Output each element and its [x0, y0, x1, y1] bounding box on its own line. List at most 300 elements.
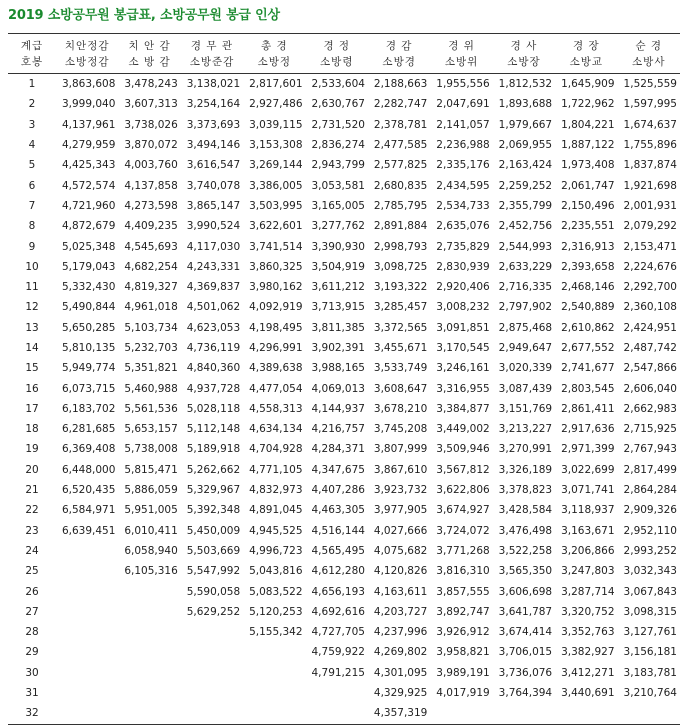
salary-cell: 5,629,252 — [186, 605, 241, 618]
step-cell: 7 — [28, 199, 36, 212]
salary-cell: 2,891,884 — [373, 220, 428, 233]
table-row — [8, 297, 680, 317]
salary-cell: 3,989,191 — [436, 666, 490, 679]
salary-cell — [118, 642, 180, 662]
salary-cell: 2,952,110 — [623, 524, 677, 537]
salary-cell: 3,032,343 — [623, 565, 677, 578]
salary-cell: 3,118,937 — [561, 504, 615, 517]
salary-cell: 3,494,146 — [186, 139, 241, 152]
salary-cell: 3,386,005 — [249, 179, 303, 192]
header-row-fire-rank — [8, 54, 680, 74]
salary-cell — [306, 703, 368, 724]
step-cell: 28 — [25, 626, 39, 639]
salary-cell: 4,075,682 — [373, 544, 428, 557]
salary-cell: 2,606,040 — [623, 382, 677, 395]
salary-cell: 4,273,598 — [124, 199, 178, 212]
salary-cell: 4,937,728 — [186, 382, 241, 395]
column-header-fire-rank: 소방준감 — [181, 54, 243, 74]
salary-cell: 4,840,360 — [186, 362, 241, 375]
salary-cell: 3,165,005 — [311, 199, 365, 212]
table-row — [8, 581, 680, 601]
salary-cell: 3,902,391 — [311, 342, 365, 354]
salary-cell: 3,807,999 — [373, 443, 428, 456]
salary-cell: 2,282,747 — [373, 98, 428, 111]
salary-cell — [56, 541, 118, 561]
column-header-rank: 경 장 — [555, 34, 617, 55]
salary-cell: 3,678,210 — [373, 402, 428, 415]
salary-cell: 3,674,927 — [436, 504, 490, 517]
column-header-rank: 치 안 감 — [118, 34, 180, 55]
salary-cell: 4,771,105 — [249, 463, 303, 476]
salary-cell: 3,254,164 — [186, 98, 241, 111]
salary-cell: 2,909,326 — [623, 504, 677, 517]
salary-cell: 1,597,995 — [623, 98, 677, 111]
column-header-fire-rank: 소방교 — [555, 54, 617, 74]
salary-cell: 2,069,955 — [498, 139, 553, 152]
table-row — [8, 663, 680, 683]
table-row — [8, 521, 680, 541]
salary-cell: 3,764,394 — [498, 687, 553, 700]
salary-cell: 5,329,967 — [186, 484, 241, 497]
salary-cell: 4,389,638 — [249, 362, 303, 375]
salary-cell: 3,247,803 — [561, 565, 615, 578]
step-cell: 16 — [25, 382, 39, 395]
salary-cell: 6,073,715 — [61, 382, 116, 395]
salary-cell: 2,452,756 — [498, 220, 553, 233]
salary-cell: 3,098,315 — [623, 605, 677, 618]
salary-cell: 5,351,821 — [124, 362, 178, 375]
salary-cell: 2,236,988 — [436, 139, 490, 152]
step-cell: 22 — [25, 504, 39, 517]
salary-cell: 3,870,072 — [124, 139, 178, 152]
column-header-rank: 치안정감 — [56, 34, 118, 55]
step-cell: 8 — [28, 220, 36, 233]
salary-cell: 4,623,053 — [186, 321, 241, 334]
salary-cell: 3,270,991 — [498, 443, 553, 456]
salary-cell: 4,347,675 — [311, 463, 365, 476]
salary-cell: 2,920,406 — [436, 281, 490, 294]
salary-cell: 2,677,552 — [561, 342, 615, 354]
salary-cell: 5,650,285 — [61, 321, 116, 334]
table-row — [8, 419, 680, 439]
salary-cell: 2,715,925 — [623, 423, 677, 436]
salary-cell: 2,998,793 — [373, 240, 428, 253]
salary-cell: 1,812,532 — [498, 78, 553, 91]
salary-cell: 2,735,829 — [436, 240, 490, 253]
salary-cell: 4,425,343 — [61, 159, 116, 172]
column-header-rank: 경 위 — [430, 34, 492, 55]
salary-cell: 2,540,889 — [561, 301, 615, 314]
salary-cell — [56, 561, 118, 581]
salary-cell — [243, 663, 305, 683]
salary-cell: 2,635,076 — [436, 220, 490, 233]
salary-cell: 3,713,915 — [311, 301, 365, 314]
salary-cell: 3,567,812 — [436, 463, 490, 476]
salary-cell: 3,320,752 — [561, 605, 615, 618]
salary-cell: 3,674,414 — [498, 626, 553, 639]
salary-cell: 2,534,733 — [436, 199, 490, 212]
salary-cell: 1,837,874 — [623, 159, 677, 172]
salary-cell: 2,861,411 — [561, 402, 615, 415]
salary-cell: 4,203,727 — [373, 605, 428, 618]
salary-cell: 2,797,902 — [498, 301, 553, 314]
step-cell: 20 — [25, 463, 39, 476]
salary-cell: 3,738,026 — [124, 118, 178, 131]
salary-cell: 2,335,176 — [436, 159, 490, 172]
salary-cell: 2,577,825 — [373, 159, 428, 172]
step-cell: 9 — [28, 240, 36, 253]
step-cell: 26 — [25, 585, 39, 598]
salary-cell: 2,061,747 — [561, 179, 615, 192]
step-cell: 17 — [25, 402, 39, 415]
salary-cell — [243, 642, 305, 662]
grade-header-rank: 계급 — [8, 34, 56, 55]
table-row — [8, 94, 680, 114]
salary-cell: 1,804,221 — [561, 118, 615, 131]
salary-cell: 5,155,342 — [249, 626, 303, 639]
salary-cell: 2,424,951 — [623, 321, 677, 334]
page-title: 2019 소방공무원 봉급표, 소방공무원 봉급 인상 — [8, 8, 280, 23]
salary-cell: 1,674,637 — [623, 118, 677, 131]
salary-cell: 3,091,851 — [436, 321, 490, 334]
step-cell: 23 — [25, 524, 39, 537]
salary-cell: 4,357,319 — [368, 703, 430, 724]
salary-cell: 2,741,677 — [561, 362, 615, 375]
salary-cell: 2,224,676 — [623, 260, 677, 273]
salary-cell: 3,455,671 — [373, 342, 428, 354]
table-row — [8, 622, 680, 642]
salary-cell: 5,949,774 — [61, 362, 116, 375]
salary-cell: 2,803,545 — [561, 382, 615, 395]
salary-cell: 3,923,732 — [373, 484, 428, 497]
salary-cell — [56, 581, 118, 601]
salary-cell — [118, 703, 180, 724]
salary-cell: 2,292,700 — [623, 281, 677, 294]
salary-cell: 3,316,955 — [436, 382, 490, 395]
salary-cell: 3,428,584 — [498, 504, 553, 517]
salary-cell — [430, 703, 492, 724]
salary-cell: 4,243,331 — [186, 260, 241, 273]
salary-cell: 4,137,858 — [124, 179, 178, 192]
salary-cell: 2,830,939 — [436, 260, 490, 273]
step-cell: 27 — [25, 605, 39, 618]
salary-cell: 2,316,913 — [561, 240, 615, 253]
salary-cell: 3,071,741 — [561, 484, 615, 497]
salary-cell: 2,378,781 — [373, 118, 428, 131]
salary-cell: 3,741,514 — [249, 240, 303, 253]
salary-cell: 3,522,258 — [498, 544, 553, 557]
salary-cell: 2,487,742 — [623, 342, 677, 354]
salary-cell: 1,921,698 — [623, 179, 677, 192]
salary-cell: 4,791,215 — [311, 666, 365, 679]
salary-cell: 6,448,000 — [61, 463, 116, 476]
table-row — [8, 257, 680, 277]
salary-cell: 3,608,647 — [373, 382, 428, 395]
salary-cell: 3,022,699 — [561, 463, 615, 476]
table-row — [8, 236, 680, 256]
salary-cell: 4,516,144 — [311, 524, 365, 537]
salary-cell — [56, 622, 118, 642]
salary-cell: 1,722,962 — [561, 98, 615, 111]
column-header-fire-rank: 소방사 — [618, 54, 680, 74]
salary-cell: 4,301,095 — [373, 666, 428, 679]
salary-cell: 6,584,971 — [61, 504, 116, 517]
column-header-fire-rank: 소방정감 — [56, 54, 118, 74]
salary-cell: 2,731,520 — [311, 118, 365, 131]
salary-cell — [118, 602, 180, 622]
table-row — [8, 399, 680, 419]
salary-cell: 2,079,292 — [623, 220, 677, 233]
salary-cell: 3,053,581 — [311, 179, 365, 192]
column-header-rank: 총 경 — [243, 34, 305, 55]
salary-cell: 2,188,663 — [373, 78, 428, 91]
salary-cell: 3,867,610 — [373, 463, 428, 476]
salary-cell: 3,213,227 — [498, 423, 553, 436]
salary-cell: 3,378,823 — [498, 484, 553, 497]
salary-cell: 5,951,005 — [124, 504, 178, 517]
salary-cell: 3,980,162 — [249, 281, 303, 294]
salary-cell: 4,832,973 — [249, 484, 303, 497]
salary-cell: 3,087,439 — [498, 382, 553, 395]
salary-cell: 4,284,371 — [311, 443, 365, 456]
salary-cell: 2,716,335 — [498, 281, 553, 294]
salary-cell: 6,105,316 — [124, 565, 178, 578]
salary-cell: 3,183,781 — [623, 666, 677, 679]
salary-cell — [306, 683, 368, 703]
salary-cell: 3,390,930 — [311, 240, 365, 253]
salary-cell: 3,067,843 — [623, 585, 677, 598]
table-row — [8, 541, 680, 561]
salary-cell: 3,373,693 — [186, 118, 241, 131]
salary-cell: 4,727,705 — [311, 626, 365, 639]
salary-cell: 3,277,762 — [311, 220, 365, 233]
salary-cell: 3,352,763 — [561, 626, 615, 639]
salary-cell: 5,025,348 — [61, 240, 116, 253]
salary-cell — [555, 703, 617, 724]
salary-cell: 5,179,043 — [61, 260, 116, 273]
salary-cell: 6,010,411 — [124, 524, 178, 537]
salary-cell: 2,533,604 — [311, 78, 365, 91]
salary-cell: 3,988,165 — [311, 362, 365, 375]
salary-cell: 5,392,348 — [186, 504, 241, 517]
salary-cell: 4,198,495 — [249, 321, 303, 334]
salary-cell: 3,503,995 — [249, 199, 303, 212]
step-cell: 1 — [28, 78, 36, 91]
salary-cell: 5,232,703 — [124, 342, 178, 354]
step-cell: 6 — [28, 179, 36, 192]
salary-cell: 6,369,408 — [61, 443, 116, 456]
salary-cell: 5,810,135 — [61, 342, 116, 354]
step-cell: 13 — [25, 321, 39, 334]
salary-cell: 4,120,826 — [373, 565, 428, 578]
salary-cell: 4,819,327 — [124, 281, 178, 294]
salary-cell: 3,736,076 — [498, 666, 553, 679]
salary-cell: 3,156,181 — [623, 646, 677, 659]
salary-cell: 3,151,769 — [498, 402, 553, 415]
salary-cell: 3,170,545 — [436, 342, 490, 354]
step-cell: 11 — [25, 281, 39, 294]
salary-cell: 3,412,271 — [561, 666, 615, 679]
salary-cell: 1,525,559 — [623, 78, 677, 91]
salary-cell: 4,407,286 — [311, 484, 365, 497]
salary-cell: 5,120,253 — [249, 605, 303, 618]
salary-cell: 3,138,021 — [186, 78, 241, 91]
salary-cell: 3,127,761 — [623, 626, 677, 639]
salary-cell: 3,706,015 — [498, 646, 553, 659]
salary-cell: 4,634,134 — [249, 423, 303, 436]
step-cell: 10 — [25, 260, 39, 273]
salary-cell: 4,069,013 — [311, 382, 365, 395]
salary-cell: 4,558,313 — [249, 402, 303, 415]
salary-cell — [243, 703, 305, 724]
salary-cell: 3,287,714 — [561, 585, 615, 598]
salary-cell: 2,630,767 — [311, 98, 365, 111]
grade-header-step: 호봉 — [8, 54, 56, 74]
salary-cell: 5,590,058 — [186, 585, 241, 598]
salary-cell: 3,958,821 — [436, 646, 490, 659]
salary-cell: 2,817,499 — [623, 463, 677, 476]
salary-cell: 2,917,636 — [561, 423, 615, 436]
table-row — [8, 439, 680, 459]
salary-cell: 3,269,144 — [249, 159, 303, 172]
salary-cell: 2,864,284 — [623, 484, 677, 497]
table-row — [8, 155, 680, 175]
salary-cell: 3,384,877 — [436, 402, 490, 415]
step-cell: 3 — [28, 118, 36, 131]
table-row — [8, 74, 680, 95]
column-header-rank: 경 무 관 — [181, 34, 243, 55]
step-cell: 24 — [25, 544, 39, 557]
salary-cell: 4,704,928 — [249, 443, 303, 456]
salary-cell: 3,816,310 — [436, 565, 490, 578]
step-cell: 2 — [28, 98, 36, 111]
table-row — [8, 135, 680, 155]
salary-cell: 1,893,688 — [498, 98, 553, 111]
salary-cell: 3,745,208 — [373, 423, 428, 436]
salary-cell: 5,547,992 — [186, 565, 241, 578]
salary-cell: 3,771,268 — [436, 544, 490, 557]
salary-cell: 5,083,522 — [249, 585, 303, 598]
salary-cell: 3,509,946 — [436, 443, 490, 456]
salary-cell: 3,990,524 — [186, 220, 241, 233]
salary-cell: 4,565,495 — [311, 544, 365, 557]
salary-cell: 4,682,254 — [124, 260, 178, 273]
salary-cell: 4,545,693 — [124, 240, 178, 253]
salary-cell: 3,098,725 — [373, 260, 428, 273]
salary-cell — [118, 622, 180, 642]
salary-cell — [243, 683, 305, 703]
salary-cell: 3,504,919 — [311, 260, 365, 273]
salary-cell: 6,058,940 — [124, 544, 178, 557]
salary-cell: 3,611,212 — [311, 281, 365, 294]
salary-cell: 1,755,896 — [623, 139, 677, 152]
salary-cell: 2,836,274 — [311, 139, 365, 152]
salary-cell: 3,193,322 — [373, 281, 428, 294]
salary-cell: 3,977,905 — [373, 504, 428, 517]
salary-cell: 3,476,498 — [498, 524, 553, 537]
step-cell: 25 — [25, 565, 39, 578]
column-header-fire-rank: 소방정 — [243, 54, 305, 74]
salary-cell: 4,572,574 — [61, 179, 116, 192]
salary-cell: 3,606,698 — [498, 585, 553, 598]
salary-cell: 5,815,471 — [124, 463, 178, 476]
salary-table — [8, 33, 680, 725]
salary-cell: 3,440,691 — [561, 687, 615, 700]
salary-cell: 5,503,669 — [186, 544, 241, 557]
salary-cell: 4,656,193 — [311, 585, 365, 598]
step-cell: 29 — [25, 646, 39, 659]
salary-cell: 3,163,671 — [561, 524, 615, 537]
salary-cell: 3,863,608 — [61, 78, 116, 91]
salary-cell: 3,622,601 — [249, 220, 303, 233]
column-header-rank: 경 정 — [306, 34, 368, 55]
salary-cell: 1,955,556 — [436, 78, 490, 91]
salary-cell: 2,393,658 — [561, 260, 615, 273]
column-header-fire-rank: 소방위 — [430, 54, 492, 74]
salary-cell: 2,680,835 — [373, 179, 428, 192]
salary-cell: 2,949,647 — [498, 342, 553, 354]
salary-cell — [118, 683, 180, 703]
salary-cell: 3,857,555 — [436, 585, 490, 598]
salary-cell: 3,622,806 — [436, 484, 490, 497]
table-row — [8, 460, 680, 480]
salary-cell: 4,759,922 — [311, 646, 365, 659]
salary-cell: 5,112,148 — [186, 423, 241, 436]
salary-cell: 4,612,280 — [311, 565, 365, 578]
salary-cell: 4,872,679 — [61, 220, 116, 233]
salary-cell: 2,153,471 — [623, 240, 677, 253]
salary-cell: 3,926,912 — [436, 626, 490, 639]
table-row — [8, 277, 680, 297]
salary-cell: 5,886,059 — [124, 484, 178, 497]
salary-cell: 3,372,565 — [373, 321, 428, 334]
salary-cell: 2,971,399 — [561, 443, 615, 456]
salary-cell: 2,993,252 — [623, 544, 677, 557]
column-header-fire-rank: 소방장 — [493, 54, 555, 74]
salary-cell — [181, 622, 243, 642]
salary-cell: 5,450,009 — [186, 524, 241, 537]
salary-cell: 2,150,496 — [561, 199, 615, 212]
salary-cell: 5,561,536 — [124, 402, 178, 415]
salary-cell: 3,740,078 — [186, 179, 241, 192]
salary-cell: 2,767,943 — [623, 443, 677, 456]
column-header-rank: 경 감 — [368, 34, 430, 55]
salary-cell — [493, 703, 555, 724]
salary-cell: 2,360,108 — [623, 301, 677, 314]
column-header-rank: 경 사 — [493, 34, 555, 55]
column-header-fire-rank: 소방경 — [368, 54, 430, 74]
salary-cell: 5,490,844 — [61, 301, 116, 314]
salary-cell: 6,520,435 — [61, 484, 116, 497]
salary-cell: 4,501,062 — [186, 301, 241, 314]
salary-cell: 5,460,988 — [124, 382, 178, 395]
salary-cell: 1,973,408 — [561, 159, 615, 172]
salary-cell: 3,616,547 — [186, 159, 241, 172]
salary-cell: 2,259,252 — [498, 179, 553, 192]
salary-cell: 6,183,702 — [61, 402, 116, 415]
header-row-rank — [8, 34, 680, 55]
salary-cell: 2,468,146 — [561, 281, 615, 294]
salary-cell: 3,641,787 — [498, 605, 553, 618]
step-cell: 18 — [25, 423, 39, 436]
salary-cell: 2,434,595 — [436, 179, 490, 192]
step-cell: 15 — [25, 362, 39, 375]
salary-cell: 3,326,189 — [498, 463, 553, 476]
salary-cell: 4,237,996 — [373, 626, 428, 639]
column-header-rank: 순 경 — [618, 34, 680, 55]
salary-cell: 5,262,662 — [186, 463, 241, 476]
salary-cell: 4,692,616 — [311, 605, 365, 618]
